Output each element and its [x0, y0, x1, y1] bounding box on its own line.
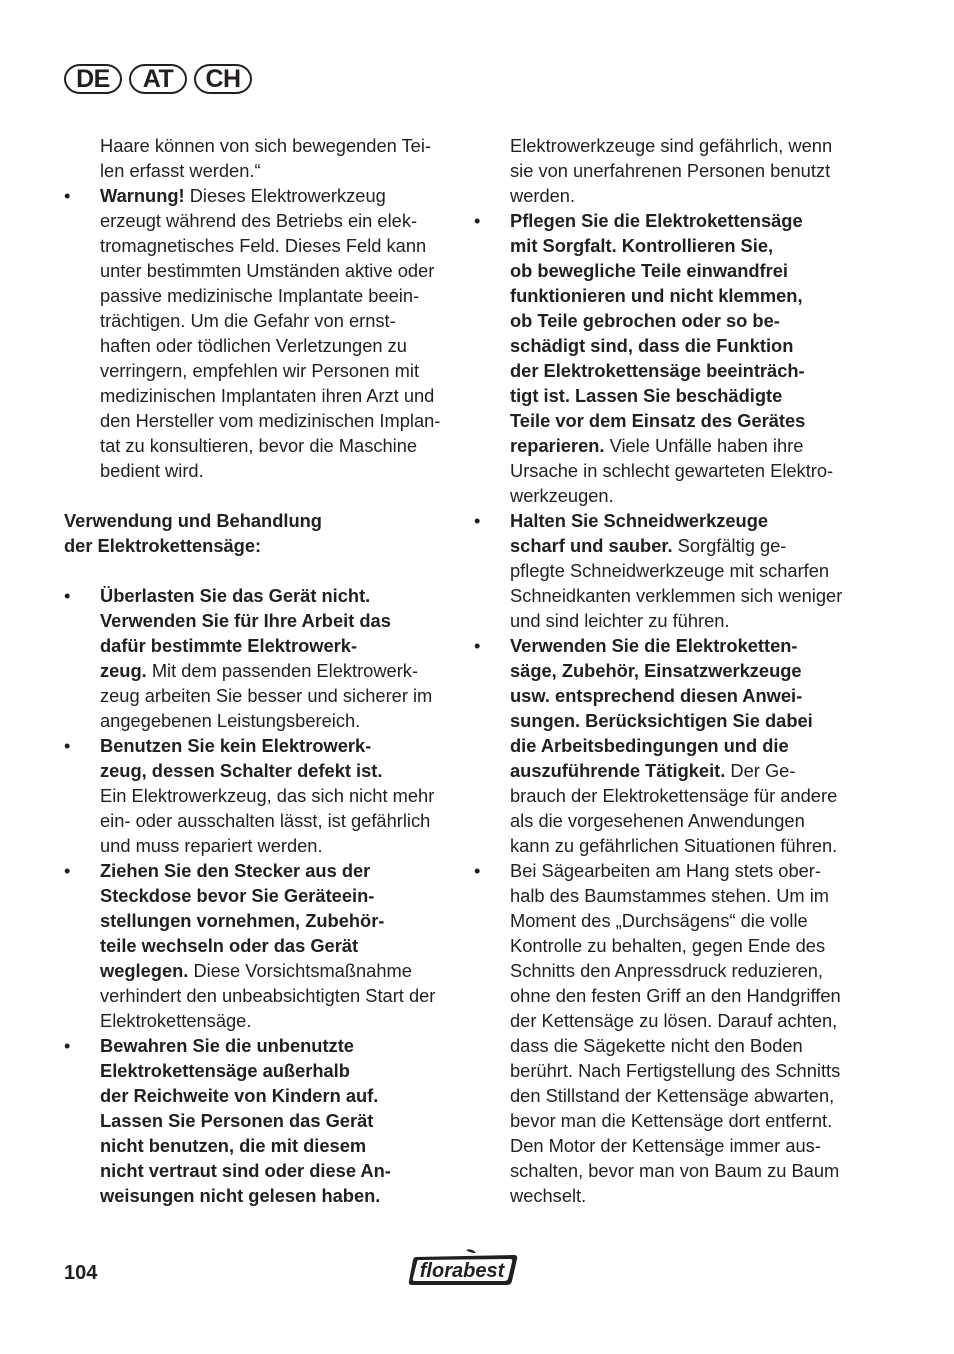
- badge-ch: CH: [194, 64, 252, 94]
- text-line: [64, 1033, 450, 1058]
- text-line: [474, 1008, 860, 1033]
- text-line: [474, 1158, 860, 1183]
- bullet-icon: •: [64, 735, 71, 756]
- text-line: [474, 458, 860, 483]
- bold-text: Teile vor dem Einsatz des Gerätes: [510, 410, 806, 431]
- bold-text: Pflegen Sie die Elektrokettensäge: [510, 210, 803, 231]
- body-text: len erfasst werden.“: [100, 160, 261, 181]
- bullet-icon: •: [64, 860, 71, 881]
- bold-text: die Arbeitsbedingungen und die: [510, 735, 789, 756]
- body-text: Elektrokettensäge.: [100, 1010, 252, 1031]
- body-text: Schnitts den Anpressdruck reduzieren,: [510, 960, 823, 981]
- body-text: Mit dem passenden Elektrowerk-: [146, 660, 419, 681]
- section-heading-line: [64, 508, 450, 533]
- body-text: werden.: [510, 185, 576, 206]
- body-text: Sorgfältig ge-: [672, 535, 787, 556]
- bold-text: der Elektrokettensäge:: [64, 535, 262, 556]
- body-text: zeug arbeiten Sie besser und sicherer im: [100, 685, 433, 706]
- text-line: [64, 333, 450, 358]
- body-text: als die vorgesehenen Anwendungen: [510, 810, 805, 831]
- right-text-column: [474, 133, 860, 1208]
- bold-text: Halten Sie Schneidwerkzeuge: [510, 510, 769, 531]
- body-text: und sind leichter zu führen.: [510, 610, 730, 631]
- florabest-logo: [406, 1247, 520, 1289]
- text-line: [474, 383, 860, 408]
- florabest-logo-graphic: [406, 1247, 520, 1289]
- bold-text: Überlasten Sie das Gerät nicht.: [100, 585, 371, 606]
- body-text: Schneidkanten verklemmen sich weniger: [510, 585, 843, 606]
- text-line: [474, 333, 860, 358]
- body-text: Moment des „Durchsägens“ die volle: [510, 910, 808, 931]
- text-line: [474, 1183, 860, 1208]
- body-text: Ein Elektrowerkzeug, das sich nicht mehr: [100, 785, 435, 806]
- text-line: [474, 733, 860, 758]
- bullet-icon: •: [64, 585, 71, 606]
- text-line: [64, 733, 450, 758]
- language-badges: [64, 64, 252, 98]
- text-line: [64, 1108, 450, 1133]
- text-line: [64, 258, 450, 283]
- text-line: [64, 208, 450, 233]
- text-line: [474, 308, 860, 333]
- body-text: verringern, empfehlen wir Personen mit: [100, 360, 420, 381]
- body-text: ohne den festen Griff an den Handgriffen: [510, 985, 841, 1006]
- text-line: [64, 133, 450, 158]
- text-line: [64, 433, 450, 458]
- bold-text: sungen. Berücksichtigen Sie dabei: [510, 710, 813, 731]
- bold-text: ob Teile gebrochen oder so be-: [510, 310, 780, 331]
- body-text: tromagnetisches Feld. Dieses Feld kann: [100, 235, 427, 256]
- paragraph-spacer: [64, 483, 450, 508]
- text-line: [474, 283, 860, 308]
- bold-text: der Elektrokettensäge beeinträch-: [510, 360, 805, 381]
- body-text: tat zu konsultieren, bevor die Maschine: [100, 435, 418, 456]
- text-line: [64, 283, 450, 308]
- body-text: Bei Sägearbeiten am Hang stets ober-: [510, 860, 821, 881]
- bold-text: zeug, dessen Schalter defekt ist.: [100, 760, 383, 781]
- bold-text: weglegen.: [100, 960, 189, 981]
- bold-text: Lassen Sie Personen das Gerät: [100, 1110, 374, 1131]
- bold-text: scharf und sauber.: [510, 535, 673, 556]
- text-line: [64, 708, 450, 733]
- text-line: [64, 1133, 450, 1158]
- text-line: [474, 808, 860, 833]
- bullet-icon: •: [474, 510, 481, 531]
- text-line: [474, 1033, 860, 1058]
- bold-text: nicht vertraut sind oder diese An-: [100, 1160, 391, 1181]
- text-line: [474, 508, 860, 533]
- text-line: [474, 533, 860, 558]
- text-line: [64, 1183, 450, 1208]
- bold-text: mit Sorgfalt. Kontrollieren Sie,: [510, 235, 774, 256]
- text-line: [474, 758, 860, 783]
- body-text: trächtigen. Um die Gefahr von ernst-: [100, 310, 396, 331]
- body-text: Kontrolle zu behalten, gegen Ende des: [510, 935, 826, 956]
- bold-text: stellungen vornehmen, Zubehör-: [100, 910, 385, 931]
- body-text: Elektrowerkzeuge sind gefährlich, wenn: [510, 135, 833, 156]
- body-text: der Kettensäge zu lösen. Darauf achten,: [510, 1010, 838, 1031]
- text-line: [64, 833, 450, 858]
- text-line: [474, 558, 860, 583]
- text-line: [64, 1008, 450, 1033]
- bold-text: Bewahren Sie die unbenutzte: [100, 1035, 354, 1056]
- text-line: [64, 358, 450, 383]
- text-line: [474, 233, 860, 258]
- bold-text: ob bewegliche Teile einwandfrei: [510, 260, 789, 281]
- body-text: Haare können von sich bewegenden Tei-: [100, 135, 431, 156]
- text-line: [64, 858, 450, 883]
- bullet-icon: •: [64, 185, 71, 206]
- body-text: und muss repariert werden.: [100, 835, 323, 856]
- body-text: Der Ge-: [725, 760, 796, 781]
- text-line: [64, 958, 450, 983]
- text-line: [64, 183, 450, 208]
- body-text: den Stillstand der Kettensäge abwarten,: [510, 1085, 835, 1106]
- text-line: [474, 858, 860, 883]
- bold-text: Elektrokettensäge außerhalb: [100, 1060, 350, 1081]
- body-text: halb des Baumstammes stehen. Um im: [510, 885, 830, 906]
- body-text: pflegte Schneidwerkzeuge mit scharfen: [510, 560, 830, 581]
- body-text: Diese Vorsichtsmaßnahme: [188, 960, 412, 981]
- bold-text: weisungen nicht gelesen haben.: [100, 1185, 381, 1206]
- bold-text: Verwenden Sie die Elektroketten-: [510, 635, 798, 656]
- bold-text: der Reichweite von Kindern auf.: [100, 1085, 379, 1106]
- body-text: Dieses Elektrowerkzeug: [184, 185, 386, 206]
- text-line: [474, 133, 860, 158]
- bold-text: Steckdose bevor Sie Geräteein-: [100, 885, 375, 906]
- bold-text: Warnung!: [100, 185, 185, 206]
- body-text: passive medizinische Implantate beein-: [100, 285, 420, 306]
- text-line: [64, 783, 450, 808]
- body-text: den Hersteller vom medizinischen Implan-: [100, 410, 441, 431]
- text-line: [474, 608, 860, 633]
- body-text: berührt. Nach Fertigstellung des Schnitts: [510, 1060, 841, 1081]
- text-line: [474, 983, 860, 1008]
- text-line: [474, 408, 860, 433]
- text-line: [64, 308, 450, 333]
- bold-text: dafür bestimmte Elektrowerk-: [100, 635, 358, 656]
- text-line: [474, 783, 860, 808]
- bold-text: schädigt sind, dass die Funktion: [510, 335, 794, 356]
- body-text: ein- oder ausschalten lässt, ist gefährlich: [100, 810, 431, 831]
- body-text: brauch der Elektrokettensäge für andere: [510, 785, 838, 806]
- bullet-icon: •: [474, 210, 481, 231]
- text-line: [64, 608, 450, 633]
- body-text: dass die Sägekette nicht den Boden: [510, 1035, 803, 1056]
- bold-text: tigt ist. Lassen Sie beschädigte: [510, 385, 783, 406]
- text-line: [474, 658, 860, 683]
- body-text: unter bestimmten Umständen aktive oder: [100, 260, 435, 281]
- bold-text: nicht benutzen, die mit diesem: [100, 1135, 367, 1156]
- text-line: [64, 158, 450, 183]
- body-text: kann zu gefährlichen Situationen führen.: [510, 835, 838, 856]
- body-text: sie von unerfahrenen Personen benutzt: [510, 160, 831, 181]
- body-text: wechselt.: [510, 1185, 587, 1206]
- text-line: [64, 908, 450, 933]
- bold-text: Verwendung und Behandlung: [64, 510, 322, 531]
- bold-text: funktionieren und nicht klemmen,: [510, 285, 803, 306]
- text-line: [64, 983, 450, 1008]
- bold-text: Ziehen Sie den Stecker aus der: [100, 860, 371, 881]
- body-text: bevor man die Kettensäge dort entfernt.: [510, 1110, 833, 1131]
- text-line: [474, 158, 860, 183]
- text-line: [64, 383, 450, 408]
- text-line: [64, 1158, 450, 1183]
- text-line: [474, 183, 860, 208]
- bullet-icon: •: [64, 1035, 71, 1056]
- text-line: [64, 633, 450, 658]
- left-text-column: [64, 133, 450, 1208]
- text-line: [64, 408, 450, 433]
- text-line: [474, 1108, 860, 1133]
- text-line: [474, 208, 860, 233]
- badge-at: AT: [129, 64, 187, 94]
- bold-text: säge, Zubehör, Einsatzwerkzeuge: [510, 660, 802, 681]
- bold-text: zeug.: [100, 660, 147, 681]
- text-line: [474, 833, 860, 858]
- body-text: Viele Unfälle haben ihre: [604, 435, 804, 456]
- badge-de: DE: [64, 64, 122, 94]
- text-line: [64, 883, 450, 908]
- bold-text: Verwenden Sie für Ihre Arbeit das: [100, 610, 391, 631]
- text-line: [474, 933, 860, 958]
- text-line: [64, 808, 450, 833]
- body-text: medizinischen Implantaten ihren Arzt und: [100, 385, 435, 406]
- text-line: [64, 583, 450, 608]
- bold-text: auszuführende Tätigkeit.: [510, 760, 726, 781]
- text-line: [64, 1058, 450, 1083]
- bold-text: Benutzen Sie kein Elektrowerk-: [100, 735, 372, 756]
- text-line: [474, 358, 860, 383]
- text-line: [64, 758, 450, 783]
- text-line: [474, 708, 860, 733]
- bullet-icon: •: [474, 635, 481, 656]
- text-line: [474, 483, 860, 508]
- paragraph-spacer: [64, 558, 450, 583]
- body-text: erzeugt während des Betriebs ein elek-: [100, 210, 418, 231]
- body-text: bedient wird.: [100, 460, 204, 481]
- page-number: 104: [64, 1262, 98, 1284]
- text-line: [474, 633, 860, 658]
- body-text: haften oder tödlichen Verletzungen zu: [100, 335, 407, 356]
- text-line: [474, 883, 860, 908]
- text-line: [64, 233, 450, 258]
- text-line: [474, 1083, 860, 1108]
- text-line: [474, 683, 860, 708]
- section-heading-line: [64, 533, 450, 558]
- text-line: [474, 908, 860, 933]
- bullet-icon: •: [474, 860, 481, 881]
- bold-text: usw. entsprechend diesen Anwei-: [510, 685, 803, 706]
- text-line: [64, 1083, 450, 1108]
- bold-text: reparieren.: [510, 435, 605, 456]
- text-line: [64, 683, 450, 708]
- text-line: [474, 433, 860, 458]
- text-line: [474, 583, 860, 608]
- text-line: [64, 458, 450, 483]
- body-text: angegebenen Leistungsbereich.: [100, 710, 361, 731]
- body-text: verhindert den unbeabsichtigten Start der: [100, 985, 436, 1006]
- body-text: Den Motor der Kettensäge immer aus-: [510, 1135, 821, 1156]
- text-line: [474, 1058, 860, 1083]
- body-text: schalten, bevor man von Baum zu Baum: [510, 1160, 840, 1181]
- logo-wordmark: florabest: [419, 1260, 505, 1282]
- bold-text: teile wechseln oder das Gerät: [100, 935, 359, 956]
- text-line: [474, 258, 860, 283]
- body-text: werkzeugen.: [510, 485, 614, 506]
- text-line: [474, 1133, 860, 1158]
- text-line: [64, 658, 450, 683]
- text-line: [474, 958, 860, 983]
- body-text: Ursache in schlecht gewarteten Elektro-: [510, 460, 834, 481]
- text-line: [64, 933, 450, 958]
